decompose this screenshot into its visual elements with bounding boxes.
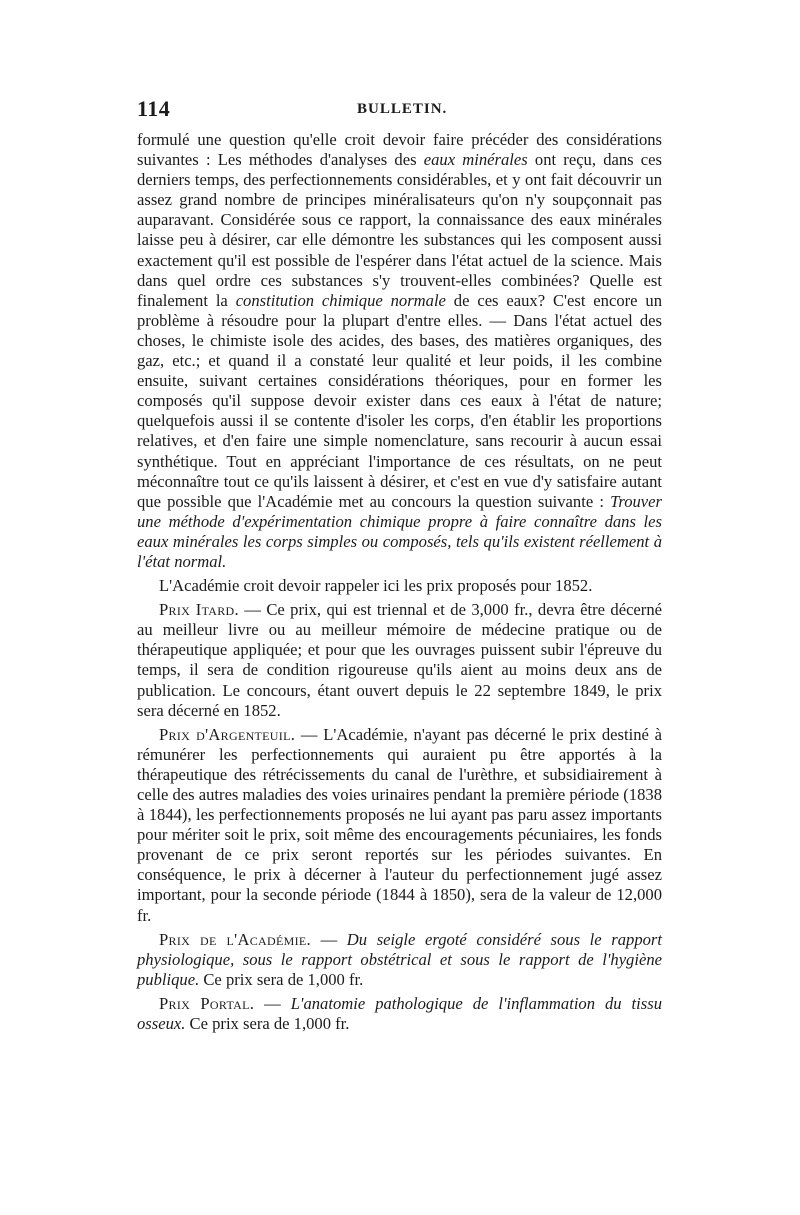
prize-title: Prix d'Argenteuil.	[159, 724, 296, 744]
prize-title: Prix de l'Académie.	[159, 929, 311, 949]
paragraph-prizes-recall	[137, 576, 662, 596]
paragraph-text: de ces eaux? C'est encore un problème à résoudre pour la plupart d'entre elles. — Dans l'état actuel des choses, le chimiste isole des acides, des bases, des matières organiques, des gaz, etc.; et quand il a constaté leur qualité et leur poids, il les combine ensuite, suivant certaines considérations théoriques, pour en former les composés qu'il suppose devoir exister dans ces eaux à l'état de nature; quelquefois aussi il se contente d'isoler les corps, d'en établir les proportions relatives, et d'en faire une simple nomenclature, sans recourir à aucun essai synthétique. Tout en appréciant l'importance de ces résultats, on ne peut méconnaître tout ce qu'ils laissent à désirer, et c'est en vue d'y satisfaire autant que possible que l'Académie met au concours la question suivante :	[137, 290, 662, 511]
paragraph-emphasis: Du seigle ergoté considéré sous le rapport physiologique, sous le rapport obstétrical et sous le rapport de l'hygiène publique.	[137, 929, 662, 989]
paragraph-emphasis: eaux minérales	[423, 150, 528, 170]
paragraph-emphasis: constitution chimique normale	[235, 290, 446, 310]
paragraph-text: ont reçu, dans ces derniers temps, des perfectionnements considérables, et y ont fait découvrir un assez grand nombre de principes minéralisateurs qu'on n'y soupçonnait pas auparavant. Considérée sous ce rapport, la connaissance des eaux minérales laisse peu à désirer, car elle démontre les substances qui les composent aussi exactement qu'il est possible de l'espérer dans l'état actuel de la science. Mais dans quel ordre ces substances s'y trouvent-elles combinées? Quelle est finalement la	[137, 150, 662, 310]
paragraph-prix-portal	[137, 994, 662, 1034]
paragraph-prix-academie	[137, 930, 662, 990]
paragraph-text: —	[310, 929, 347, 949]
paragraph-text: Ce prix sera de 1,000 fr.	[185, 1014, 350, 1034]
prize-title: Prix Portal.	[159, 993, 255, 1013]
paragraph-prix-itard	[137, 600, 662, 721]
page-body	[137, 130, 662, 1038]
paragraph-prix-argenteuil	[137, 725, 662, 926]
paragraph-text: — L'Académie, n'ayant pas décerné le prix destiné à rémunérer les perfectionnements qui auraient pu être apportés à la thérapeutique des rétrécissements du canal de l'urèthre, et subsidiairement à celle des autres maladies des voies urinaires pendant la première période (1838 à 1844), les perfectionnements proposés ne lui ayant pas paru assez importants pour mériter soit le prix, soit même des encouragements pécuniaires, les fonds provenant de ce prix seront reportés sur les périodes suivantes. En conséquence, le prix à décerner à l'auteur du perfectionnement jugé assez important, pour la seconde période (1844 à 1850), sera de la valeur de 12,000 fr.	[137, 724, 662, 925]
paragraph-question-intro	[137, 130, 662, 572]
page-header	[137, 96, 662, 126]
paragraph-text: formulé une question qu'elle croit devoir faire précéder des considérations suivantes : Les méthodes d'analyses des	[137, 130, 662, 170]
paragraph-emphasis: L'anatomie pathologique de l'inflammation du tissu osseux.	[137, 993, 662, 1034]
page-number: 114	[137, 96, 171, 121]
paragraph-text: Ce prix sera de 1,000 fr.	[199, 969, 364, 989]
paragraph-text: L'Académie croit devoir rappeler ici les prix proposés pour 1852.	[159, 576, 593, 596]
paragraph-text: — Ce prix, qui est triennal et de 3,000 fr., devra être décerné au meilleur livre ou au meilleur mémoire de médecine pratique ou de thérapeutique appliquée; et pour que les ouvrages puissent subir l'épreuve du temps, il sera de condition rigoureuse qu'ils aient au moins deux ans de publication. Le concours, étant ouvert depuis le 22 septembre 1849, le prix sera décerné en 1852.	[137, 600, 662, 720]
paragraph-text: —	[254, 993, 291, 1013]
paragraph-emphasis: Trouver une méthode d'expérimentation chimique propre à faire connaître dans les eaux minérales les corps simples ou composés, tels qu'ils existent réellement à l'état normal.	[137, 491, 662, 571]
running-title: BULLETIN.	[357, 101, 448, 117]
prize-title: Prix Itard.	[159, 600, 239, 620]
